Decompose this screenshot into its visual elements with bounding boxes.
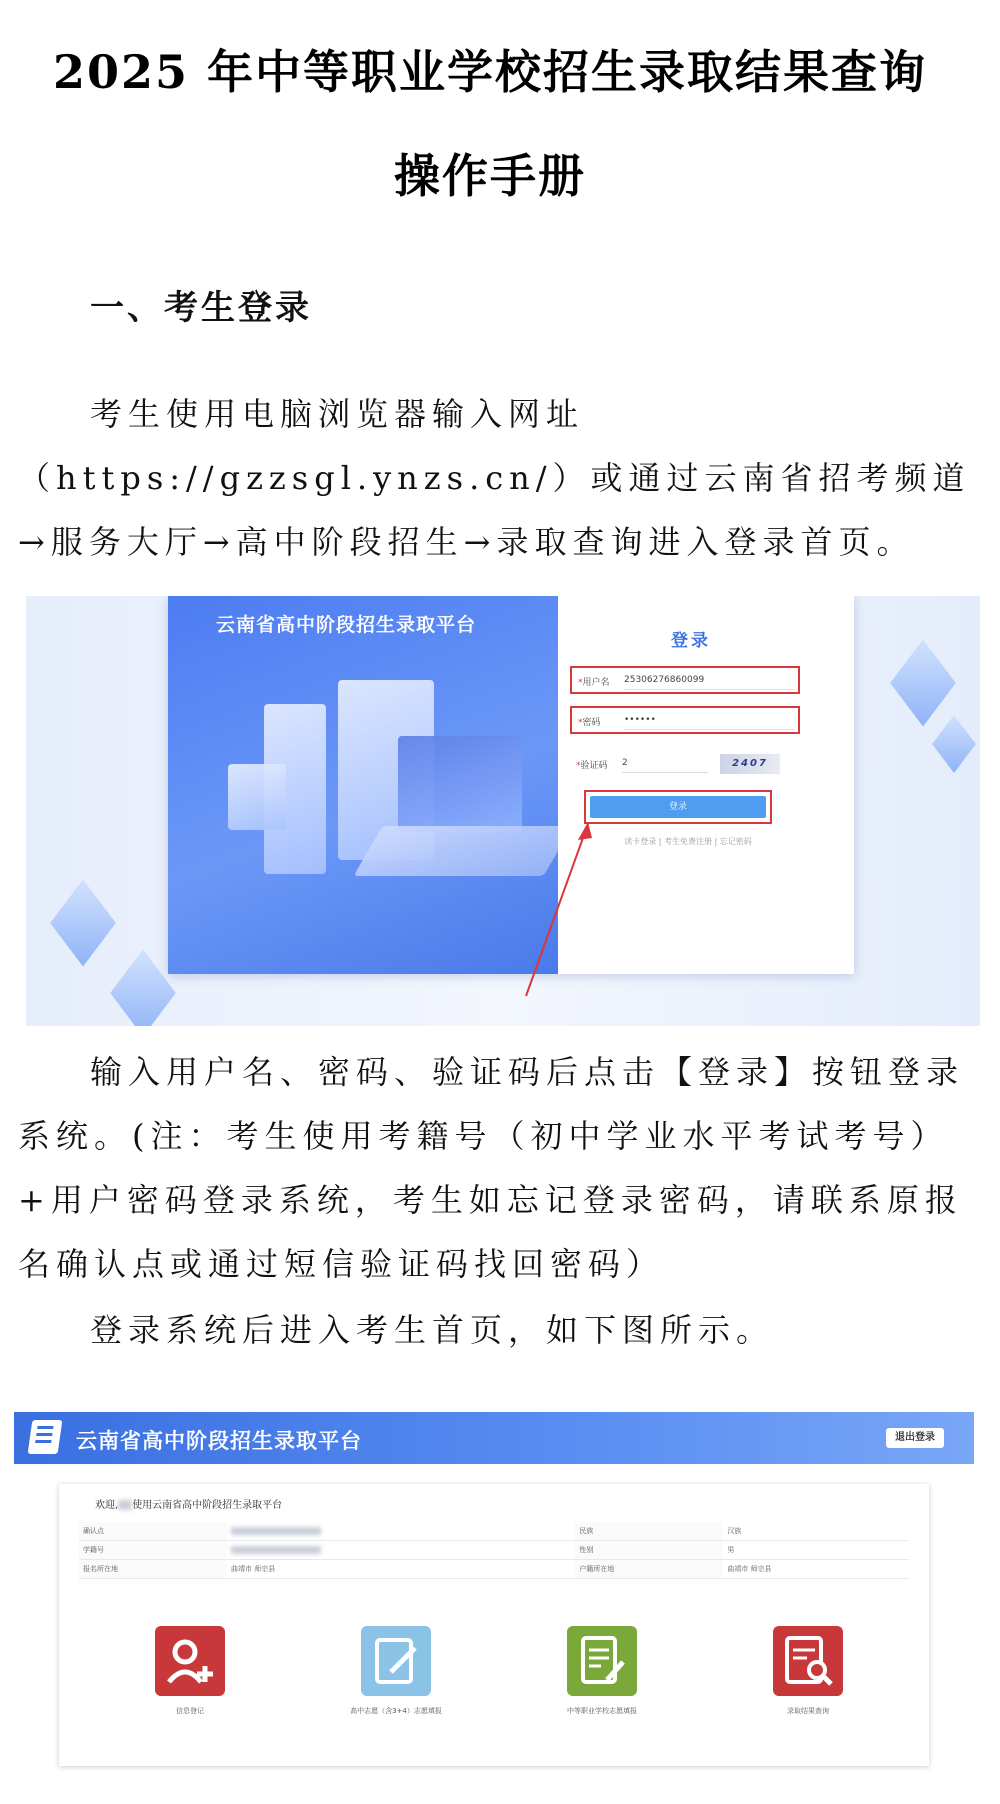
info-value: 曲靖市 师宗县 [227, 1560, 575, 1579]
username-label: 用户名 [582, 678, 610, 688]
welcome-prefix: 欢迎, [95, 1500, 119, 1511]
home-screenshot [14, 1412, 974, 1772]
document-edit-icon [567, 1626, 637, 1696]
tile-vocational-application[interactable] [527, 1626, 677, 1716]
info-key: 性别 [575, 1541, 723, 1560]
username-field-highlight: *用户名 25306276860099 [570, 666, 800, 694]
blurred-value [231, 1527, 321, 1535]
tile-admission-result-query[interactable] [733, 1626, 883, 1716]
edit-form-icon [361, 1626, 431, 1696]
login-links[interactable]: 读卡登录 | 考生免费注册 | 忘记密码 [624, 837, 752, 846]
tile-info-registration[interactable] [115, 1626, 265, 1716]
doc-title-line2: 操作手册 [394, 149, 586, 203]
info-value [227, 1522, 575, 1541]
logout-button[interactable]: 退出登录 [886, 1428, 944, 1448]
paragraph-intro-text: 考生使用电脑浏览器输入网址（https://gzzsgl.ynzs.cn/）或通过云南省招考频道→服务大厅→高中阶段招生→录取查询进入登录首页。 [18, 395, 971, 561]
captcha-image[interactable]: 2407 [720, 754, 780, 774]
tile-high-school-application[interactable] [321, 1626, 471, 1716]
welcome-text [95, 1496, 282, 1511]
tile-label: 信息登记 [176, 1707, 204, 1715]
platform-logo-icon [28, 1420, 63, 1454]
home-platform-title: 云南省高中阶段招生录取平台 [76, 1429, 362, 1453]
student-info-table [79, 1522, 909, 1579]
document-search-icon [773, 1626, 843, 1696]
table-row [79, 1541, 909, 1560]
table-row [79, 1560, 909, 1579]
paragraph-login-instructions [18, 1040, 978, 1296]
password-input[interactable]: •••••• [624, 711, 794, 730]
login-form-title: 登录 [671, 631, 711, 651]
login-screenshot [26, 596, 980, 1026]
captcha-row: *验证码 2 2407 [570, 754, 800, 776]
welcome-suffix: 使用云南省高中阶段招生录取平台 [132, 1500, 283, 1511]
username-input[interactable]: 25306276860099 [624, 671, 794, 690]
info-key: 户籍所在地 [575, 1560, 723, 1579]
captcha-label: 验证码 [580, 761, 608, 771]
user-add-icon [155, 1626, 225, 1696]
paragraph-home-intro-text: 登录系统后进入考生首页，如下图所示。 [90, 1311, 775, 1349]
section-heading-login: 一、考生登录 [90, 288, 312, 328]
info-value [227, 1541, 575, 1560]
info-key: 确认点 [79, 1522, 227, 1541]
blurred-name [118, 1500, 132, 1510]
tile-label: 录取结果查询 [787, 1707, 829, 1715]
home-header [14, 1412, 974, 1464]
info-value: 汉族 [723, 1522, 909, 1541]
info-value: 曲靖市 师宗县 [723, 1560, 909, 1579]
doc-title-line1: 2025 年中等职业学校招生录取结果查询 [52, 45, 928, 99]
blurred-value [231, 1546, 321, 1554]
login-button[interactable]: 登录 [590, 796, 766, 818]
info-key: 民族 [575, 1522, 723, 1541]
paragraph-login-instructions-text: 输入用户名、密码、验证码后点击【登录】按钮登录系统。(注：考生使用考籍号（初中学业水平考试考号）+用户密码登录系统，考生如忘记登录密码，请联系原报名确认点或通过短信验证码找回密码） [18, 1053, 965, 1283]
password-label: 密码 [582, 718, 601, 728]
paragraph-home-intro [18, 1298, 978, 1362]
info-value: 男 [723, 1541, 909, 1560]
tile-label: 高中志愿（含3+4）志愿填报 [350, 1707, 442, 1715]
home-panel [59, 1484, 929, 1766]
password-field-highlight: *密码 •••••• [570, 706, 800, 734]
captcha-input[interactable]: 2 [622, 754, 708, 773]
login-platform-title: 云南省高中阶段招生录取平台 [216, 614, 477, 636]
table-row [79, 1522, 909, 1541]
red-arrow-annotation [26, 596, 980, 1026]
info-key: 学籍号 [79, 1541, 227, 1560]
tile-label: 中等职业学校志愿填报 [567, 1707, 637, 1715]
info-key: 报名所在地 [79, 1560, 227, 1579]
paragraph-intro [18, 382, 978, 574]
